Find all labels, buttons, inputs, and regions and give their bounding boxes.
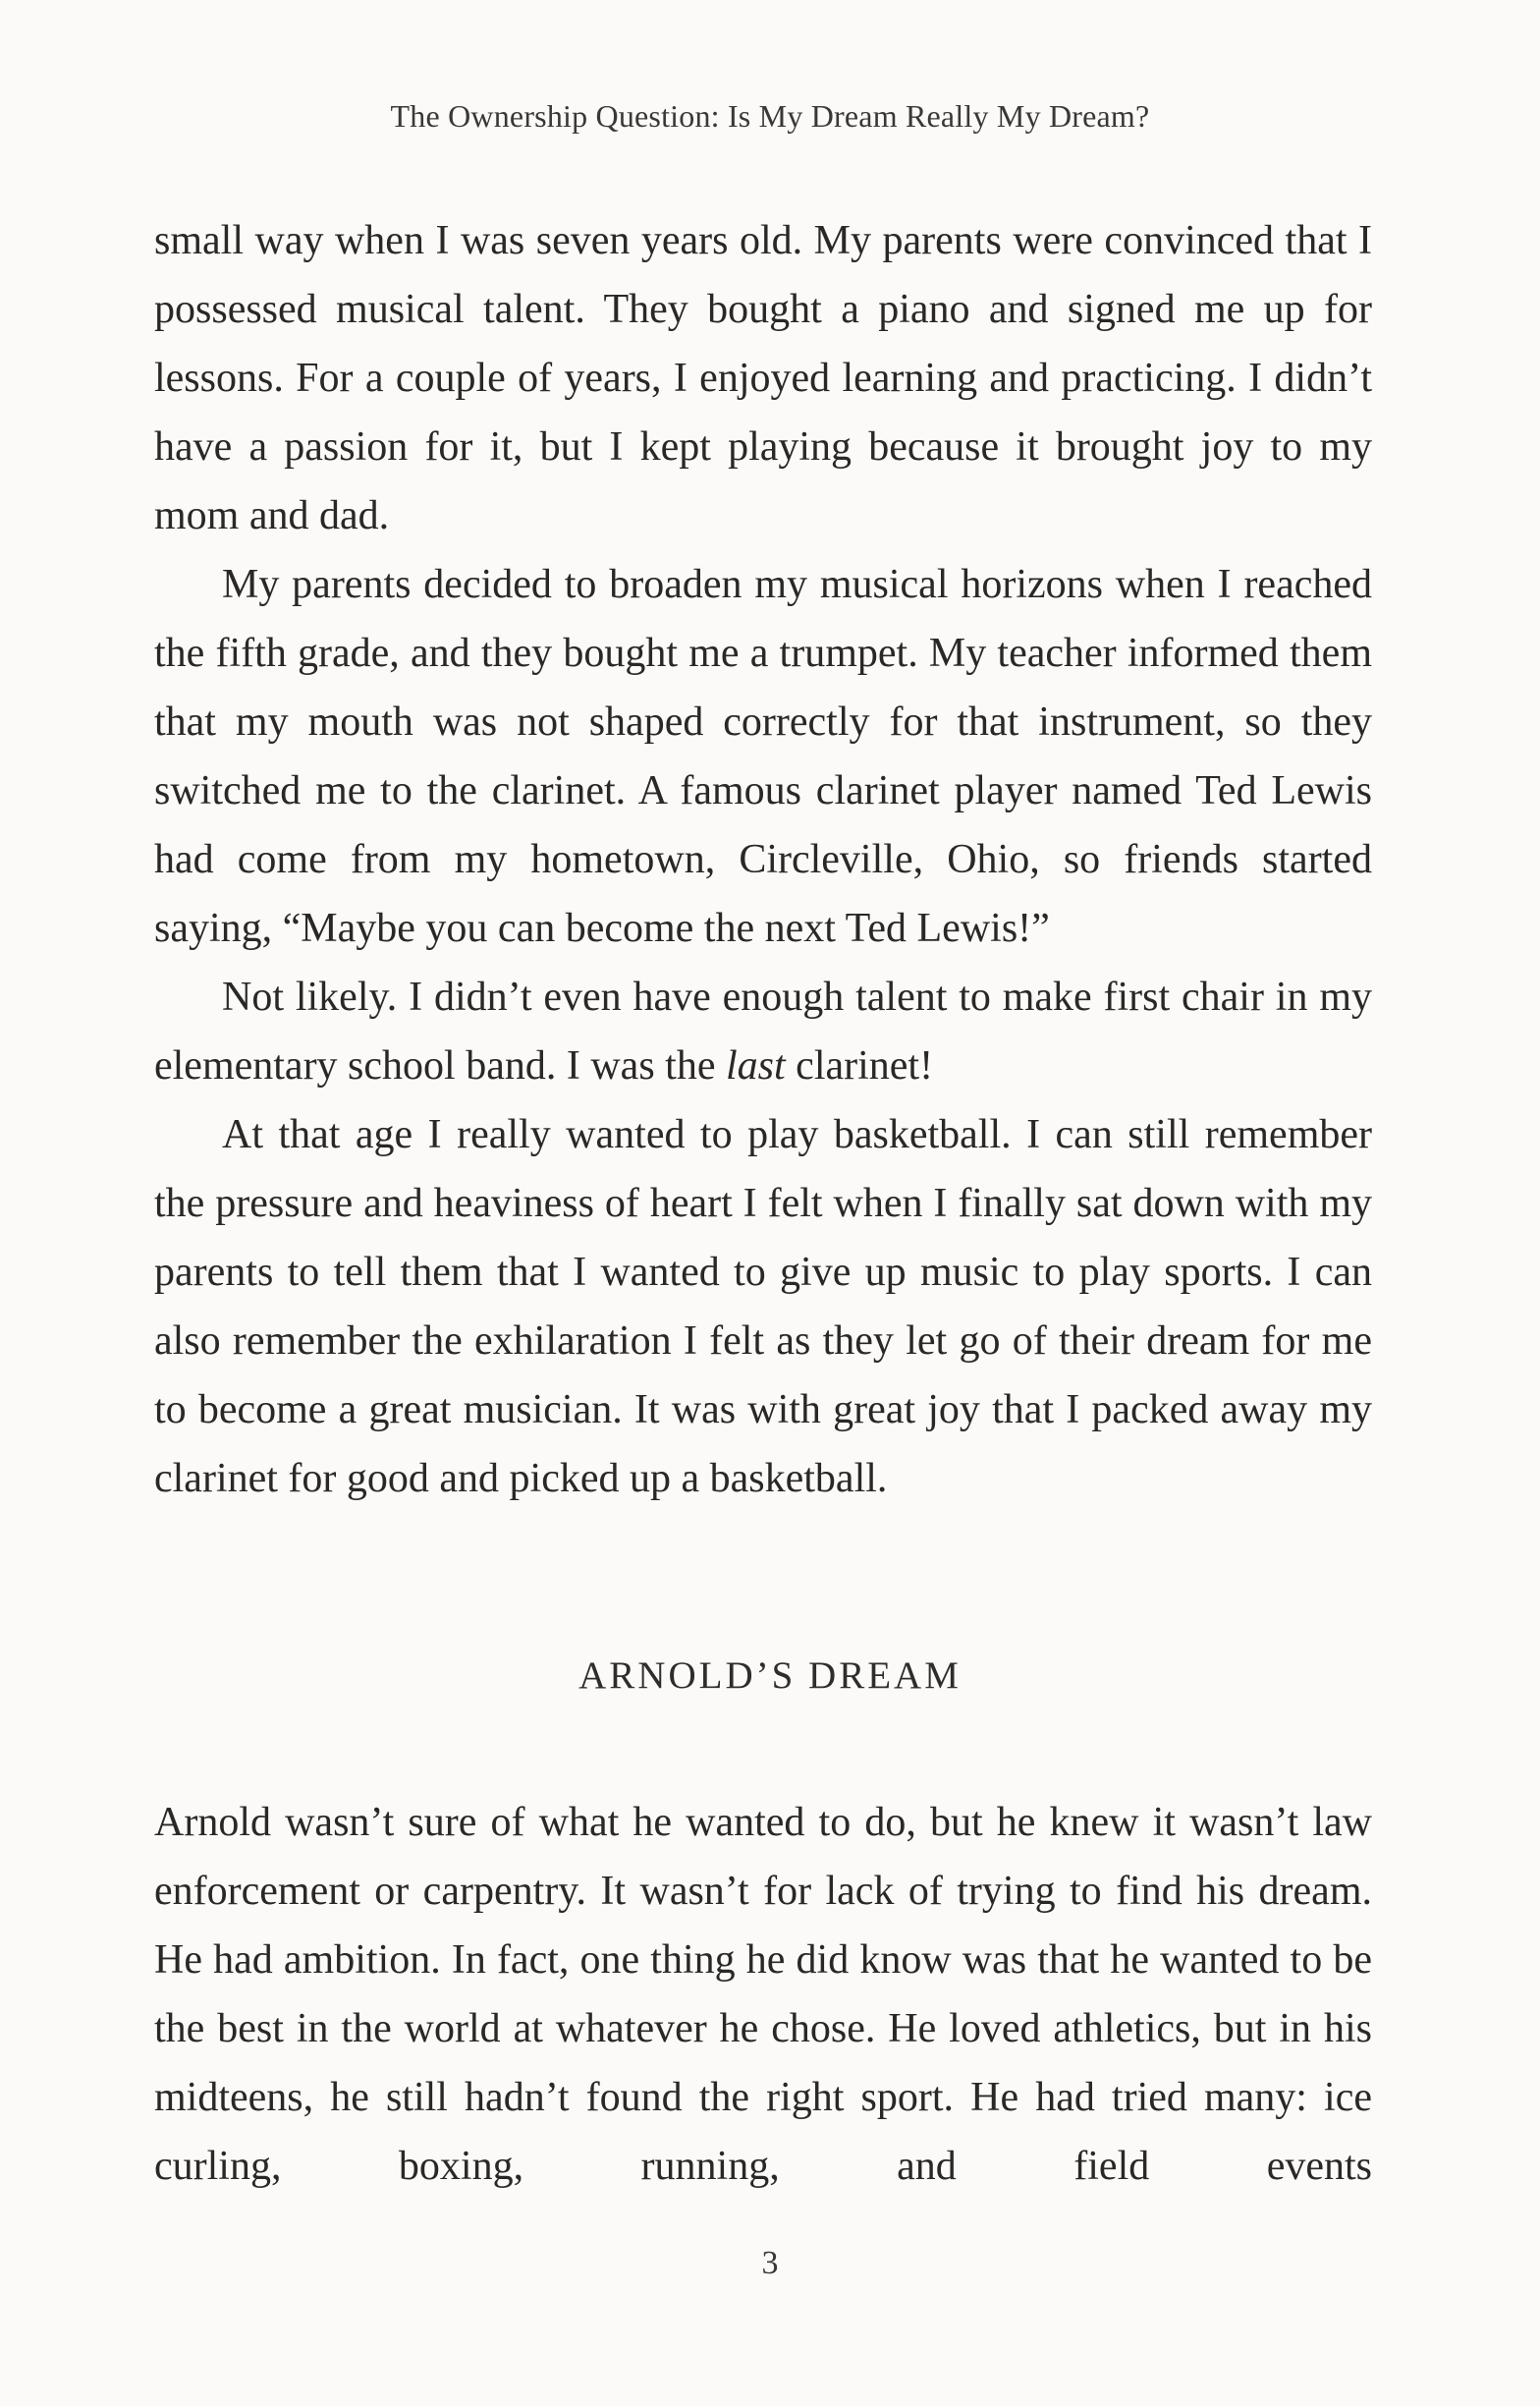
- page-number: 3: [761, 2245, 779, 2281]
- section-heading: ARNOLD’S DREAM: [578, 1654, 962, 1697]
- paragraph-2: My parents decided to broaden my musical horizons when I reached the fifth grade, and they bought me a trumpet. My teacher informed them that my mouth was not shaped correctly for that instrument, so they switched me to the clarinet. A famous clarinet player named Ted Lewis had come from my hometown, Circleville, Ohio, so friends started saying, “Maybe you can become the next Ted Lewis!”: [154, 562, 1372, 951]
- paragraph-5: Arnold wasn’t sure of what he wanted to do, but he knew it wasn’t law enforcement or carpentry. It wasn’t for lack of trying to find his dream. He had ambition. In fact, one thing he did know was that he wanted to be the best in the world at whatever he chose. He loved athletics, but in his midteens, he still hadn’t found the right sport. He had tried many: ice curling, boxing, running, and field events: [154, 1800, 1372, 2189]
- paragraph-1: small way when I was seven years old. My parents were convinced that I possessed musical talent. They bought a piano and signed me up for lessons. For a couple of years, I enjoyed learning and practicing. I didn’t have a passion for it, but I kept playing because it brought joy to my mom and dad.: [154, 218, 1372, 538]
- paragraph-4: At that age I really wanted to play basketball. I can still remember the pressure and heaviness of heart I felt when I finally sat down with my parents to tell them that I wanted to give up music to play sports. I can also remember the exhilaration I felt as they let go of their dream for me to become a great musician. It was with great joy that I packed away my clarinet for good and picked up a basketball.: [154, 1112, 1372, 1501]
- paragraph-3-emphasis: last: [725, 1043, 786, 1089]
- running-head: The Ownership Question: Is My Dream Really My Dream?: [390, 98, 1150, 134]
- paragraph-3: [154, 963, 1372, 1100]
- body-text-section-1: [154, 206, 1372, 1513]
- paragraph-3-text-after: clarinet!: [785, 1043, 934, 1089]
- body-text-section-2: [154, 1788, 1372, 2201]
- paragraph-3-text-before: Not likely. I didn’t even have enough talent to make first chair in my elementary school band. I was the: [154, 975, 1372, 1089]
